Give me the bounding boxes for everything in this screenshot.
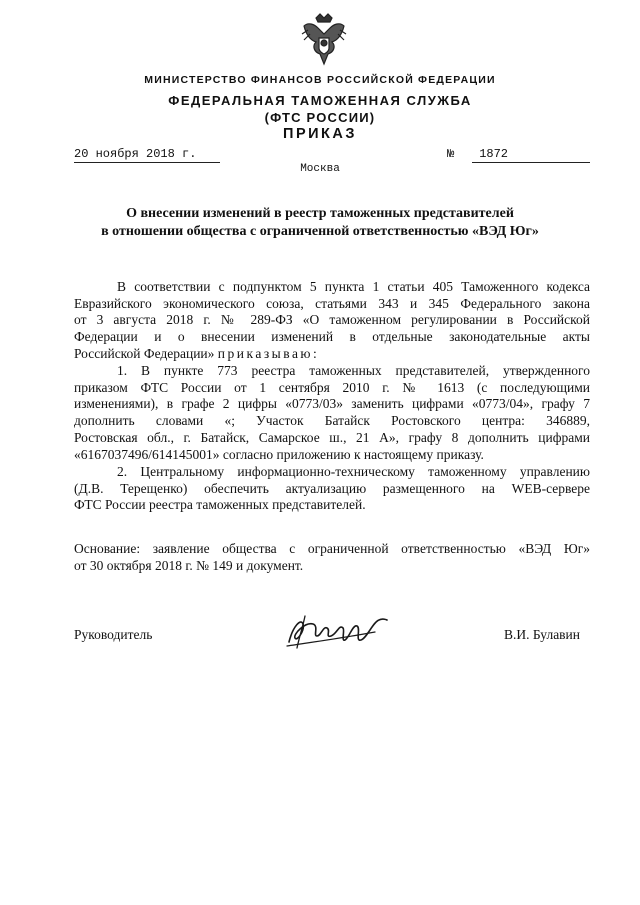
body-line: приказом ФТС России от 1 сентября 2010 г. № 1613 (с последующими [74, 379, 590, 395]
number-sign: № [447, 147, 455, 161]
russian-coat-of-arms-icon [298, 12, 350, 68]
body-line: Основание: заявление общества с ограниченной ответственностью «ВЭД Юг» [74, 541, 590, 556]
body-line: изменениями), в графе 2 цифры «0773/03» заменить цифрами «0773/04», графу 7 [74, 396, 590, 412]
document-number [472, 147, 590, 163]
body-line: «6167037496/614145001» согласно приложению к настоящему приказу. [74, 446, 484, 462]
body-line: 2. Центральному информационно-техническому таможенному управлению [117, 464, 590, 479]
body-line: (Д.В. Терещенко) обеспечить актуализацию размещенного на WEB-сервере [74, 480, 590, 496]
item-2 [74, 464, 590, 514]
body-line: Федерации и о внесении изменений в отдельные законодательные акты [74, 329, 590, 345]
body-line [74, 346, 590, 363]
title-line: О внесении изменений в реестр таможенных представителей [126, 206, 514, 221]
body-line: от 3 августа 2018 г. № 289-ФЗ «О таможенном регулировании в Российской [74, 312, 590, 328]
document-type: ПРИКАЗ [283, 126, 357, 142]
basis [74, 541, 590, 574]
body-line: от 30 октября 2018 г. № 149 и документ. [74, 557, 304, 573]
preamble [74, 279, 590, 363]
document-number-value: 1872 [479, 147, 509, 161]
document-city: Москва [300, 163, 340, 175]
body-line: Евразийского экономического союза, статьями 343 и 345 Федерального закона [74, 295, 590, 311]
body-line: ФТС России реестра таможенных представителей. [74, 497, 366, 513]
ministry-name: МИНИСТЕРСТВО ФИНАНСОВ РОССИЙСКОЙ ФЕДЕРАЦИИ [144, 74, 496, 86]
title-line: в отношении общества с ограниченной ответственностью «ВЭД Юг» [101, 223, 539, 239]
document-date: 20 ноября 2018 г. [74, 147, 220, 163]
signatory-role: Руководитель [74, 627, 153, 642]
handwritten-signature [283, 612, 393, 652]
document-title [0, 205, 640, 240]
item-1 [74, 363, 590, 463]
order-word: приказываю: [217, 345, 320, 361]
signatory-name: В.И. Булавин [504, 627, 581, 642]
service-name: ФЕДЕРАЛЬНАЯ ТАМОЖЕННАЯ СЛУЖБА [168, 93, 472, 108]
preamble-last: Российской Федерации» [74, 345, 215, 361]
body-line: дополнить словами «; Участок Батайск Ростовского центра: 346889, [74, 413, 590, 429]
body-line: В соответствии с подпунктом 5 пункта 1 статьи 405 Таможенного кодекса [117, 279, 590, 294]
service-short-name: (ФТС РОССИИ) [264, 110, 376, 125]
body-line: 1. В пункте 773 реестра таможенных представителей, утвержденного [117, 363, 590, 378]
body-line: Ростовская обл., г. Батайск, Самарское ш., 21 А», графу 8 дополнить цифрами [74, 429, 590, 445]
